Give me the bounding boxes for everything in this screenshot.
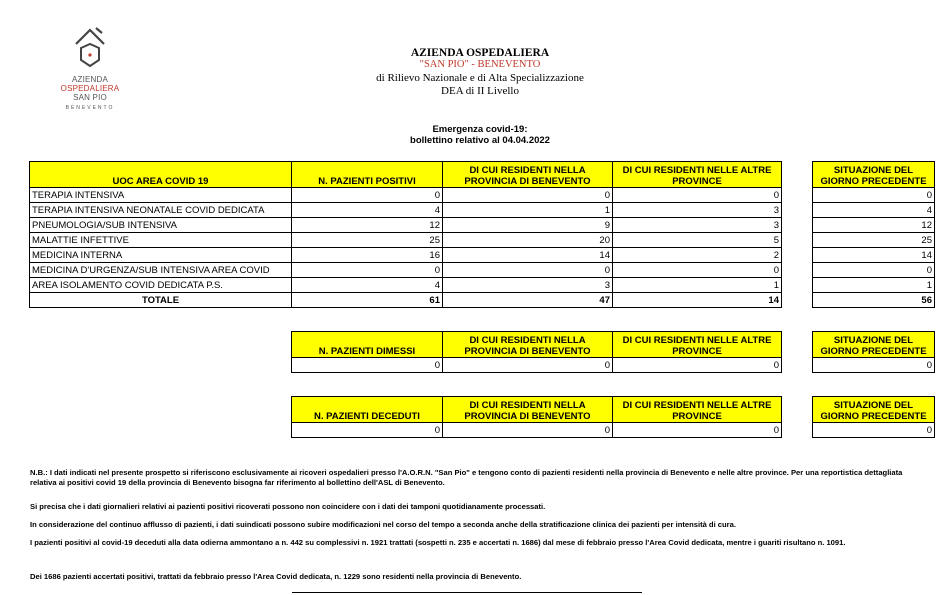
dimessi-table bbox=[291, 331, 782, 373]
table-row bbox=[292, 423, 782, 438]
deceduti-previous-day-table bbox=[812, 396, 935, 438]
row-positivi: 4 bbox=[292, 203, 443, 218]
table-row bbox=[30, 218, 782, 233]
col-header-previous-day: SITUAZIONE DEL GIORNO PRECEDENTE bbox=[813, 397, 935, 423]
table-row bbox=[30, 263, 782, 278]
table-row bbox=[30, 278, 782, 293]
row-uoc-name: PNEUMOLOGIA/SUB INTENSIVA bbox=[30, 218, 292, 233]
row-positivi: 0 bbox=[292, 188, 443, 203]
row-uoc-name: MALATTIE INFETTIVE bbox=[30, 233, 292, 248]
row-residenti-bn: 9 bbox=[443, 218, 613, 233]
header-specialization: di Rilievo Nazionale e di Alta Specializzazione bbox=[376, 72, 584, 84]
deceduti-value: 0 bbox=[292, 423, 443, 438]
row-altre-province: 0 bbox=[613, 263, 782, 278]
main-covid-table bbox=[29, 161, 782, 308]
note-modificazioni: In considerazione del continuo afflusso di pazienti, i dati suindicati possono subire modificazioni nel corso del tempo a seconda anche della stratificazione clinica dei pazienti per intensità di cura. bbox=[30, 520, 736, 529]
row-uoc-name: TERAPIA INTENSIVA bbox=[30, 188, 292, 203]
row-previous-day: 14 bbox=[813, 248, 935, 263]
col-header-residenti-bn: DI CUI RESIDENTI NELLA PROVINCIA DI BENEVENTO bbox=[443, 397, 613, 423]
header-hospital-name: "SAN PIO" - BENEVENTO bbox=[419, 59, 541, 70]
row-altre-province: 3 bbox=[613, 218, 782, 233]
dimessi-previous-day: 0 bbox=[813, 358, 935, 373]
footer-divider bbox=[292, 592, 642, 593]
total-label: TOTALE bbox=[30, 293, 292, 308]
dimessi-previous-day-table bbox=[812, 331, 935, 373]
dimessi-residenti-bn: 0 bbox=[443, 358, 613, 373]
col-header-previous-day: SITUAZIONE DEL GIORNO PRECEDENTE bbox=[813, 162, 935, 188]
logo-text-azienda: AZIENDA bbox=[71, 75, 109, 84]
main-previous-day-table bbox=[812, 161, 935, 308]
col-header-altre-province: DI CUI RESIDENTI NELLE ALTRE PROVINCE bbox=[613, 162, 782, 188]
row-uoc-name: MEDICINA D'URGENZA/SUB INTENSIVA AREA COVID bbox=[30, 263, 292, 278]
total-previous-day: 56 bbox=[813, 293, 935, 308]
row-uoc-name: MEDICINA INTERNA bbox=[30, 248, 292, 263]
note-deceduti: I pazienti positivi al covid-19 deceduti alla data odierna ammontano a n. 442 su complessivi n. 1921 trattati (sospetti n. 235 e accertati n. 1686) dal mese di febbraio presso l'Area Covid dedicata, mentre i guariti risultano n. 1091. bbox=[30, 538, 846, 547]
col-header-altre-province: DI CUI RESIDENTI NELLE ALTRE PROVINCE bbox=[613, 397, 782, 423]
logo-text-sanpio: SAN PIO bbox=[73, 93, 107, 102]
col-header-previous-day: SITUAZIONE DEL GIORNO PRECEDENTE bbox=[813, 332, 935, 358]
row-residenti-bn: 20 bbox=[443, 233, 613, 248]
house-logo-icon bbox=[72, 24, 108, 72]
total-altre-province: 14 bbox=[613, 293, 782, 308]
col-header-residenti-bn: DI CUI RESIDENTI NELLA PROVINCIA DI BENEVENTO bbox=[443, 332, 613, 358]
deceduti-residenti-bn: 0 bbox=[443, 423, 613, 438]
total-residenti-bn: 47 bbox=[443, 293, 613, 308]
logo-text-benevento: BENEVENTO bbox=[65, 105, 115, 111]
row-previous-day: 1 bbox=[813, 278, 935, 293]
dimessi-value: 0 bbox=[292, 358, 443, 373]
table-row bbox=[30, 203, 782, 218]
col-header-deceduti: N. PAZIENTI DECEDUTI bbox=[292, 397, 443, 423]
table-row bbox=[30, 248, 782, 263]
row-positivi: 0 bbox=[292, 263, 443, 278]
row-residenti-bn: 14 bbox=[443, 248, 613, 263]
col-header-altre-province: DI CUI RESIDENTI NELLE ALTRE PROVINCE bbox=[613, 332, 782, 358]
row-altre-province: 3 bbox=[613, 203, 782, 218]
col-header-uoc: UOC AREA COVID 19 bbox=[30, 162, 292, 188]
row-residenti-bn: 0 bbox=[443, 263, 613, 278]
row-residenti-bn: 1 bbox=[443, 203, 613, 218]
row-altre-province: 1 bbox=[613, 278, 782, 293]
row-previous-day: 0 bbox=[813, 188, 935, 203]
bulletin-date: bollettino relativo al 04.04.2022 bbox=[410, 135, 550, 146]
row-uoc-name: AREA ISOLAMENTO COVID DEDICATA P.S. bbox=[30, 278, 292, 293]
deceduti-altre-province: 0 bbox=[613, 423, 782, 438]
row-positivi: 25 bbox=[292, 233, 443, 248]
logo-text-ospedaliera: OSPEDALIERA bbox=[60, 84, 120, 93]
note-tamponi: Si precisa che i dati giornalieri relativi ai pazienti positivi ricoverati possono non coincidere con i dati dei tamponi quotidianamente processati. bbox=[30, 502, 546, 511]
hospital-logo bbox=[52, 24, 128, 116]
row-residenti-bn: 3 bbox=[443, 278, 613, 293]
header-title: AZIENDA OSPEDALIERA bbox=[410, 47, 550, 59]
row-altre-province: 0 bbox=[613, 188, 782, 203]
row-positivi: 4 bbox=[292, 278, 443, 293]
row-previous-day: 4 bbox=[813, 203, 935, 218]
total-positivi: 61 bbox=[292, 293, 443, 308]
row-previous-day: 25 bbox=[813, 233, 935, 248]
table-row bbox=[30, 233, 782, 248]
header-dea-level: DEA di II Livello bbox=[441, 85, 519, 97]
row-previous-day: 0 bbox=[813, 263, 935, 278]
row-altre-province: 5 bbox=[613, 233, 782, 248]
row-uoc-name: TERAPIA INTENSIVA NEONATALE COVID DEDICATA bbox=[30, 203, 292, 218]
deceduti-previous-day: 0 bbox=[813, 423, 935, 438]
col-header-dimessi: N. PAZIENTI DIMESSI bbox=[292, 332, 443, 358]
row-positivi: 16 bbox=[292, 248, 443, 263]
col-header-residenti-bn: DI CUI RESIDENTI NELLA PROVINCIA DI BENEVENTO bbox=[443, 162, 613, 188]
bulletin-title: Emergenza covid-19: bbox=[432, 124, 528, 135]
col-header-positivi: N. PAZIENTI POSITIVI bbox=[292, 162, 443, 188]
table-row bbox=[30, 188, 782, 203]
note-nb: N.B.: I dati indicati nel presente prospetto si riferiscono esclusivamente ai ricoveri ospedalieri presso l'A.O.R.N. "San Pio" e tengono conto di pazienti residenti nella provincia di Benevento e nelle altre province. Per una reportistica dettagliata relativa ai positivi covid 19 della provincia di Benevento bisogna far riferimento al bollettino dell'ASL di Benevento. bbox=[30, 468, 903, 487]
row-residenti-bn: 0 bbox=[443, 188, 613, 203]
row-altre-province: 2 bbox=[613, 248, 782, 263]
row-previous-day: 12 bbox=[813, 218, 935, 233]
dimessi-altre-province: 0 bbox=[613, 358, 782, 373]
deceduti-table bbox=[291, 396, 782, 438]
total-row bbox=[30, 293, 782, 308]
row-positivi: 12 bbox=[292, 218, 443, 233]
table-row bbox=[292, 358, 782, 373]
note-accertati: Dei 1686 pazienti accertati positivi, trattati da febbraio presso l'Area Covid dedicata, n. 1229 sono residenti nella provincia di Benevento. bbox=[30, 572, 522, 581]
